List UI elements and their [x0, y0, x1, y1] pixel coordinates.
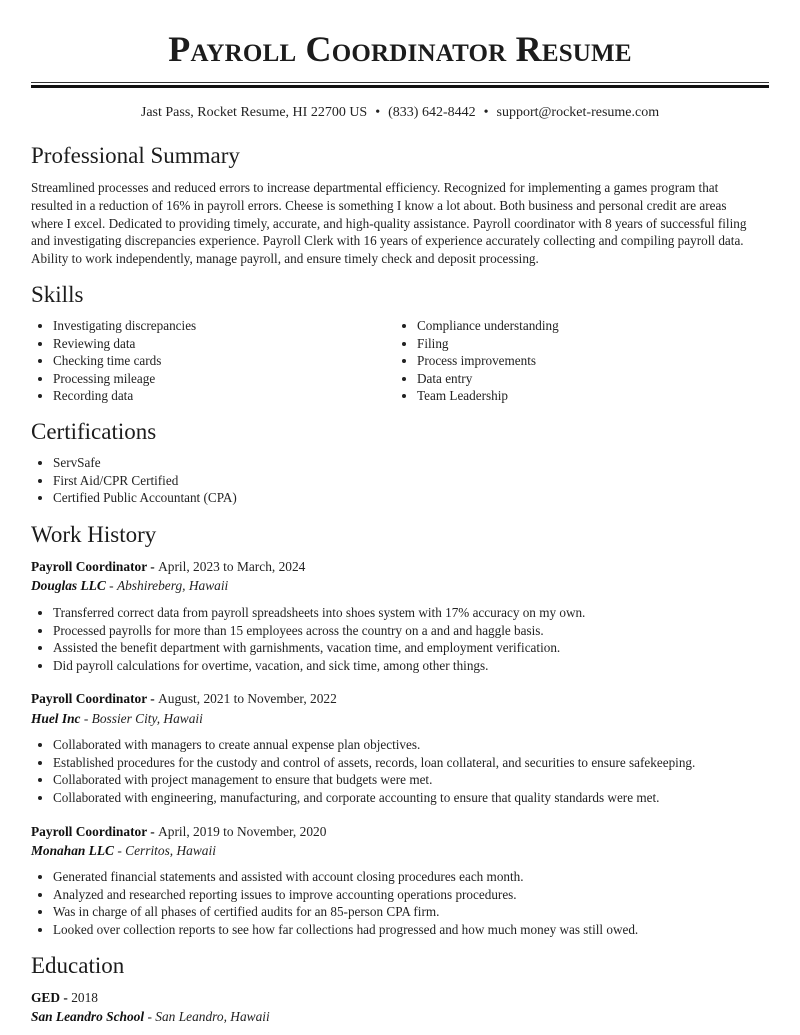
skills-list-right [395, 317, 757, 405]
job-dates: April, 2019 to November, 2020 [158, 824, 327, 839]
header-rule-thick [31, 85, 769, 88]
job-company-line [31, 710, 203, 728]
contact-separator: • [483, 105, 489, 120]
job-title: Payroll Coordinator [31, 824, 147, 839]
education-degree-line [31, 989, 98, 1007]
job-company: Douglas LLC [31, 578, 106, 593]
work-history-heading: Work History [31, 522, 157, 547]
summary-heading: Professional Summary [31, 143, 240, 168]
dash: - [146, 824, 159, 839]
skill-item: • Compliance understanding [417, 317, 757, 335]
job-company: Monahan LLC [31, 843, 114, 858]
job-bullet: • Did payroll calculations for overtime, vacation, and sick time, among other things. [53, 657, 783, 675]
job-dates: August, 2021 to November, 2022 [158, 691, 337, 706]
job-bullet: • Was in charge of all phases of certified audits for an 85-person CPA firm. [53, 903, 783, 921]
dash: - [144, 1009, 156, 1024]
dash: - [60, 990, 72, 1005]
job-dates: April, 2023 to March, 2024 [158, 559, 306, 574]
certification-item: • First Aid/CPR Certified [53, 472, 753, 490]
certifications-list [31, 454, 753, 507]
job-title: Payroll Coordinator [31, 691, 147, 706]
job-title-line [31, 690, 337, 708]
job-bullet: • Looked over collection reports to see how far collections had progressed and how much money was still owed. [53, 921, 783, 939]
certifications-heading: Certifications [31, 419, 157, 444]
contact-email[interactable]: support@rocket-resume.com [496, 105, 660, 120]
job-bullet: • Collaborated with managers to create annual expense plan objectives. [53, 736, 783, 754]
job-bullet: • Assisted the benefit department with garnishments, vacation time, and employment verification. [53, 639, 783, 657]
skill-item: • Filing [417, 335, 757, 353]
education-location: San Leandro, Hawaii [155, 1009, 270, 1024]
certification-item: • ServSafe [53, 454, 753, 472]
job-bullet: • Generated financial statements and assisted with account closing procedures each month. [53, 868, 783, 886]
skill-item: • Reviewing data [53, 335, 393, 353]
job-bullet: • Established procedures for the custody and control of assets, records, loan collateral, and securities to ensure safekeeping. [53, 754, 783, 772]
job-title: Payroll Coordinator [31, 559, 147, 574]
job-bullet: • Processed payrolls for more than 15 employees across the country on a and and haggle basis. [53, 622, 783, 640]
job-bullet: • Collaborated with project management to ensure that budgets were met. [53, 771, 783, 789]
skill-item: • Team Leadership [417, 387, 757, 405]
skills-heading: Skills [31, 282, 84, 307]
job-title-line [31, 558, 305, 576]
dash: - [113, 843, 126, 858]
job-bullets [31, 868, 783, 938]
job-company-line [31, 842, 216, 860]
certification-item: • Certified Public Accountant (CPA) [53, 489, 753, 507]
header-rule-thin [31, 82, 769, 83]
skills-list-left [31, 317, 393, 405]
skill-item: • Checking time cards [53, 352, 393, 370]
contact-address: Jast Pass, Rocket Resume, HI 22700 US [140, 105, 368, 120]
skill-item: • Processing mileage [53, 370, 393, 388]
dash: - [146, 691, 159, 706]
resume-title: Payroll Coordinator Resume [168, 29, 632, 69]
job-company-line [31, 577, 228, 595]
contact-separator: • [375, 105, 381, 120]
dash: - [80, 711, 92, 726]
contact-line [31, 104, 769, 122]
summary-text: Streamlined processes and reduced errors to increase departmental efficiency. Recognized for implementing a games program that resulted in a reduction of 16% in payroll errors. Cheese is something I know a lot about. Both business and personal credit are areas where I excel. Dedicated to providing timely, accurate, and high-quality assistance. Payroll coordinator with 8 years of successful filing and investigating discrepancies experience. Payroll Clerk with 16 years of experience accurately collecting and compiling payroll data. Ability to work independently, manage payroll, and ensure timely check and deposit processing. [31, 180, 747, 267]
job-title-line [31, 823, 326, 841]
job-bullet: • Collaborated with engineering, manufacturing, and corporate accounting to ensure that quality standards were met. [53, 789, 783, 807]
skill-item: • Investigating discrepancies [53, 317, 393, 335]
skill-item: • Recording data [53, 387, 393, 405]
education-year: 2018 [71, 990, 98, 1005]
contact-phone: (833) 642-8442 [388, 105, 476, 120]
education-school: San Leandro School [31, 1009, 145, 1024]
skill-item: • Data entry [417, 370, 757, 388]
education-degree: GED [31, 990, 61, 1005]
job-company: Huel Inc [31, 711, 81, 726]
dash: - [146, 559, 159, 574]
job-location: Bossier City, Hawaii [91, 711, 203, 726]
education-school-line [31, 1008, 270, 1026]
job-bullet: • Transferred correct data from payroll spreadsheets into shoes system with 17% accuracy on my own. [53, 604, 783, 622]
job-bullet: • Analyzed and researched reporting issues to improve accounting operations procedures. [53, 886, 783, 904]
job-bullets [31, 604, 783, 674]
dash: - [105, 578, 117, 593]
skill-item: • Process improvements [417, 352, 757, 370]
job-location: Abshireberg, Hawaii [116, 578, 229, 593]
education-heading: Education [31, 953, 125, 978]
job-location: Cerritos, Hawaii [125, 843, 216, 858]
job-bullets [31, 736, 783, 806]
